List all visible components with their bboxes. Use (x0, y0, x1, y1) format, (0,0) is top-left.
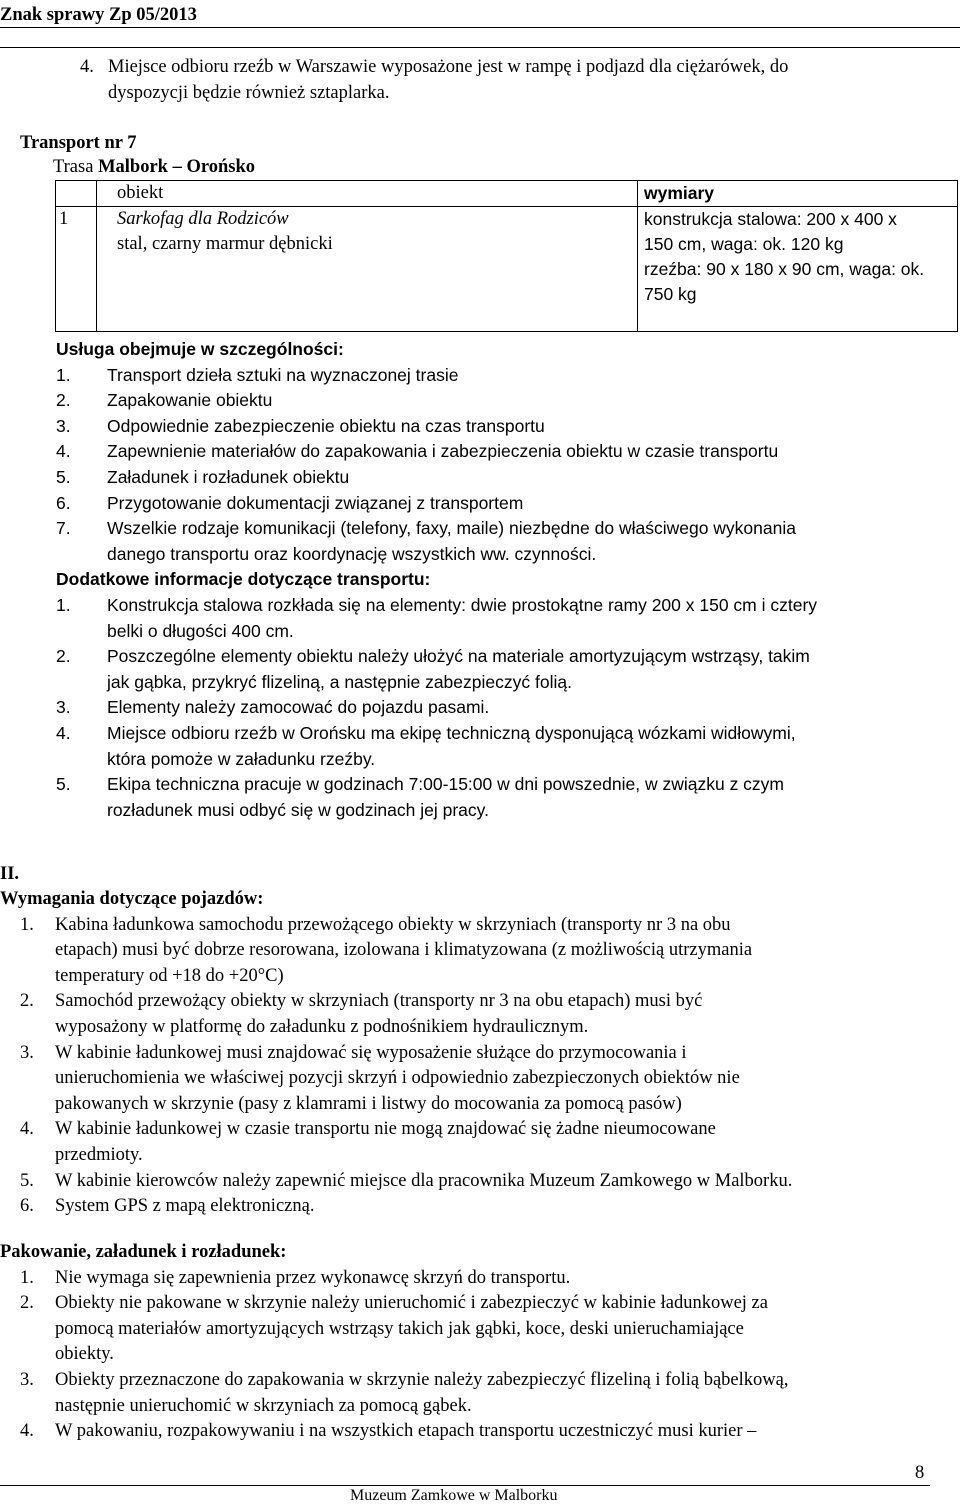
list-item-text: System GPS z mapą elektroniczną. (55, 1196, 315, 1217)
list-item (0, 1368, 930, 1419)
list-item-text: W kabinie kierowców należy zapewnić miejsce dla pracownika Muzeum Zamkowego w Malborku. (55, 1170, 793, 1191)
list-item-text: następnie unieruchomić w skrzyniach za pomocą gąbek. (55, 1395, 472, 1416)
list-item-text: Ekipa techniczna pracuje w godzinach 7:00-15:00 w dni powszednie, w związku z czym (107, 774, 785, 795)
list-item-text: Przygotowanie dokumentacji związanej z transportem (107, 492, 524, 513)
packing-section (0, 1240, 930, 1445)
top-item-line-2: dyspozycji będzie również sztaplarka. (108, 82, 390, 103)
list-item-text: Transport dzieła sztuki na wyznaczonej trasie (107, 364, 459, 385)
list-item-text: rozładunek musi odbyć się w godzinach jej pracy. (107, 799, 489, 820)
list-item-number: 3. (20, 1042, 34, 1063)
list-item-number: 1. (20, 1267, 34, 1288)
header-rule-top (0, 27, 960, 28)
list-item (56, 772, 930, 823)
list-item-text: Nie wymaga się zapewnienia przez wykonawcę skrzyń do transportu. (55, 1267, 571, 1288)
list-item-number: 4. (56, 722, 71, 743)
list-item (56, 363, 930, 389)
list-item-text: przedmioty. (55, 1144, 143, 1165)
list-item-number: 2. (20, 991, 34, 1012)
footer-institution: Muzeum Zamkowe w Malborku (350, 1487, 558, 1504)
list-item (56, 414, 930, 440)
header-num-cell (56, 181, 97, 207)
dimensions-cell (638, 207, 958, 332)
list-item-text: Obiekty nie pakowane w skrzynie należy unieruchomić i zabezpieczyć w kabinie ładunkowej za (55, 1293, 768, 1314)
header-dimensions: wymiary (638, 181, 958, 207)
list-item-text: temperatury od +18 do +20°C) (55, 965, 284, 986)
list-item (0, 1419, 930, 1445)
list-item (56, 439, 930, 465)
list-item (56, 491, 930, 517)
list-item-text: Kabina ładunkowa samochodu przewożącego obiekty w skrzyniach (transporty nr 3 na obu (55, 914, 731, 935)
list-item-number: 5. (56, 466, 71, 487)
list-item-number: 3. (20, 1369, 34, 1390)
dimensions-line-2: 150 cm, waga: ok. 120 kg (644, 234, 844, 254)
section-roman: II. (0, 864, 20, 884)
list-item-text: Konstrukcja stalowa rozkłada się na elementy: dwie prostokątne ramy 200 x 150 cm i cztery (107, 594, 818, 615)
list-item-text: W pakowaniu, rozpakowywaniu i na wszystkich etapach transportu uczestniczyć musi kurier – (55, 1421, 757, 1442)
list-item (56, 695, 930, 721)
additional-heading: Dodatkowe informacje dotyczące transportu: (56, 569, 431, 590)
list-item-text: unieruchomienia we właściwej pozycji skrzyń i odpowiednio zabezpieczonych obiektów nie (55, 1068, 740, 1089)
list-item-text: pomocą materiałów amortyzujących wstrząsy takich jak gąbki, koce, deski unieruchamiające (55, 1318, 744, 1339)
list-item-text: wyposażony w platformę do załadunku z podnośnikiem hydraulicznym. (55, 1016, 589, 1037)
list-item-number: 1. (56, 594, 71, 615)
list-item (0, 1041, 930, 1118)
vehicle-section (0, 887, 930, 1220)
object-table-row (56, 207, 958, 332)
header-object: obiekt (97, 181, 638, 207)
list-item (0, 1117, 930, 1168)
list-item (56, 516, 930, 567)
list-item-text: Poszczególne elementy obiektu należy ułożyć na materiale amortyzującym wstrząsy, takim (107, 646, 810, 667)
object-name: Sarkofag dla Rodziców (117, 209, 289, 229)
top-item-number: 4. (80, 57, 94, 77)
top-item-line-1: Miejsce odbioru rzeźb w Warszawie wyposażone jest w rampę i podjazd dla ciężarówek, do (108, 57, 789, 77)
list-item-number: 1. (20, 914, 34, 935)
service-section (56, 337, 930, 823)
list-item (56, 465, 930, 491)
list-item-text: która pomoże w załadunku rzeźby. (107, 748, 376, 769)
row-number: 1 (56, 207, 97, 332)
list-item-number: 2. (56, 390, 71, 411)
list-item-text: Samochód przewożący obiekty w skrzyniach (transporty nr 3 na obu etapach) musi być (55, 991, 703, 1012)
list-item (56, 644, 930, 695)
list-item (0, 1169, 930, 1195)
list-item-text: pakowanych w skrzynie (pasy z klamrami i listwy do mocowania za pomocą pasów) (55, 1093, 682, 1114)
list-item (56, 721, 930, 772)
list-item (56, 388, 930, 414)
route-prefix: Trasa (53, 157, 99, 177)
list-item-number: 4. (56, 441, 71, 462)
header-rule-bottom (0, 47, 960, 48)
list-item (0, 989, 930, 1040)
list-item-text: Elementy należy zamocować do pojazdu pasami. (107, 697, 490, 718)
list-item-number: 7. (56, 518, 71, 539)
list-item-text: Załadunek i rozładunek obiektu (107, 466, 350, 487)
list-item-number: 5. (20, 1170, 34, 1191)
list-item-text: belki o długości 400 cm. (107, 620, 294, 641)
list-item (0, 913, 930, 990)
list-item-number: 2. (20, 1293, 34, 1314)
dimensions-line-1: konstrukcja stalowa: 200 x 400 x (644, 209, 897, 229)
object-material: stal, czarny marmur dębnicki (117, 234, 333, 254)
list-item-number: 4. (20, 1119, 34, 1140)
list-item-number: 3. (56, 415, 71, 436)
list-item-number: 4. (20, 1421, 34, 1442)
top-item (0, 55, 930, 106)
list-item-text: Miejsce odbioru rzeźb w Orońsku ma ekipę techniczną dysponującą wózkami widłowymi, (107, 722, 796, 743)
list-item-number: 3. (56, 697, 71, 718)
dimensions-line-4: 750 kg (644, 284, 697, 304)
list-item-text: Obiekty przeznaczone do zapakowania w skrzynie należy zabezpieczyć flizeliną i folią bąbelkową, (55, 1369, 789, 1390)
list-item-number: 6. (20, 1196, 34, 1217)
list-item-text: danego transportu oraz koordynację wszystkich ww. czynności. (107, 543, 597, 564)
page-number: 8 (915, 1463, 925, 1483)
list-item-text: Zapewnienie materiałów do zapakowania i zabezpieczenia obiektu w czasie transportu (107, 441, 779, 462)
list-item-text: W kabinie ładunkowej w czasie transportu nie mogą znajdować się żadne nieumocowane (55, 1119, 716, 1140)
list-item-number: 6. (56, 492, 71, 513)
packing-heading: Pakowanie, załadunek i rozładunek: (0, 1242, 287, 1262)
list-item-text: W kabinie ładunkowej musi znajdować się wyposażenie służące do przymocowania i (55, 1042, 687, 1063)
case-reference: Znak sprawy Zp 05/2013 (0, 5, 197, 25)
list-item (0, 1194, 930, 1220)
list-item-text: obiekty. (55, 1344, 114, 1365)
object-cell (97, 207, 638, 332)
list-item-number: 5. (56, 774, 71, 795)
object-table (55, 180, 958, 332)
route-name: Malbork – Orońsko (98, 157, 255, 177)
service-heading: Usługa obejmuje w szczególności: (56, 339, 344, 359)
list-item-text: jak gąbka, przykryć flizeliną, a następnie zabezpieczyć folią. (107, 671, 572, 692)
vehicle-heading: Wymagania dotyczące pojazdów: (0, 889, 264, 909)
list-item (56, 593, 930, 644)
transport-route (53, 155, 255, 179)
list-item (0, 1291, 930, 1368)
list-item-text: Zapakowanie obiektu (107, 390, 273, 411)
dimensions-line-3: rzeźba: 90 x 180 x 90 cm, waga: ok. (644, 259, 925, 279)
list-item-text: etapach) musi być dobrze resorowana, izolowana i klimatyzowana (z możliwością utrzymania (55, 940, 753, 961)
object-table-header (56, 181, 958, 207)
list-item-text: Wszelkie rodzaje komunikacji (telefony, faxy, maile) niezbędne do właściwego wykonania (107, 518, 796, 539)
list-item-number: 2. (56, 646, 71, 667)
transport-title: Transport nr 7 (20, 133, 137, 153)
list-item (0, 1266, 930, 1292)
list-item-text: Odpowiednie zabezpieczenie obiektu na czas transportu (107, 415, 545, 436)
list-item-number: 1. (56, 364, 71, 385)
